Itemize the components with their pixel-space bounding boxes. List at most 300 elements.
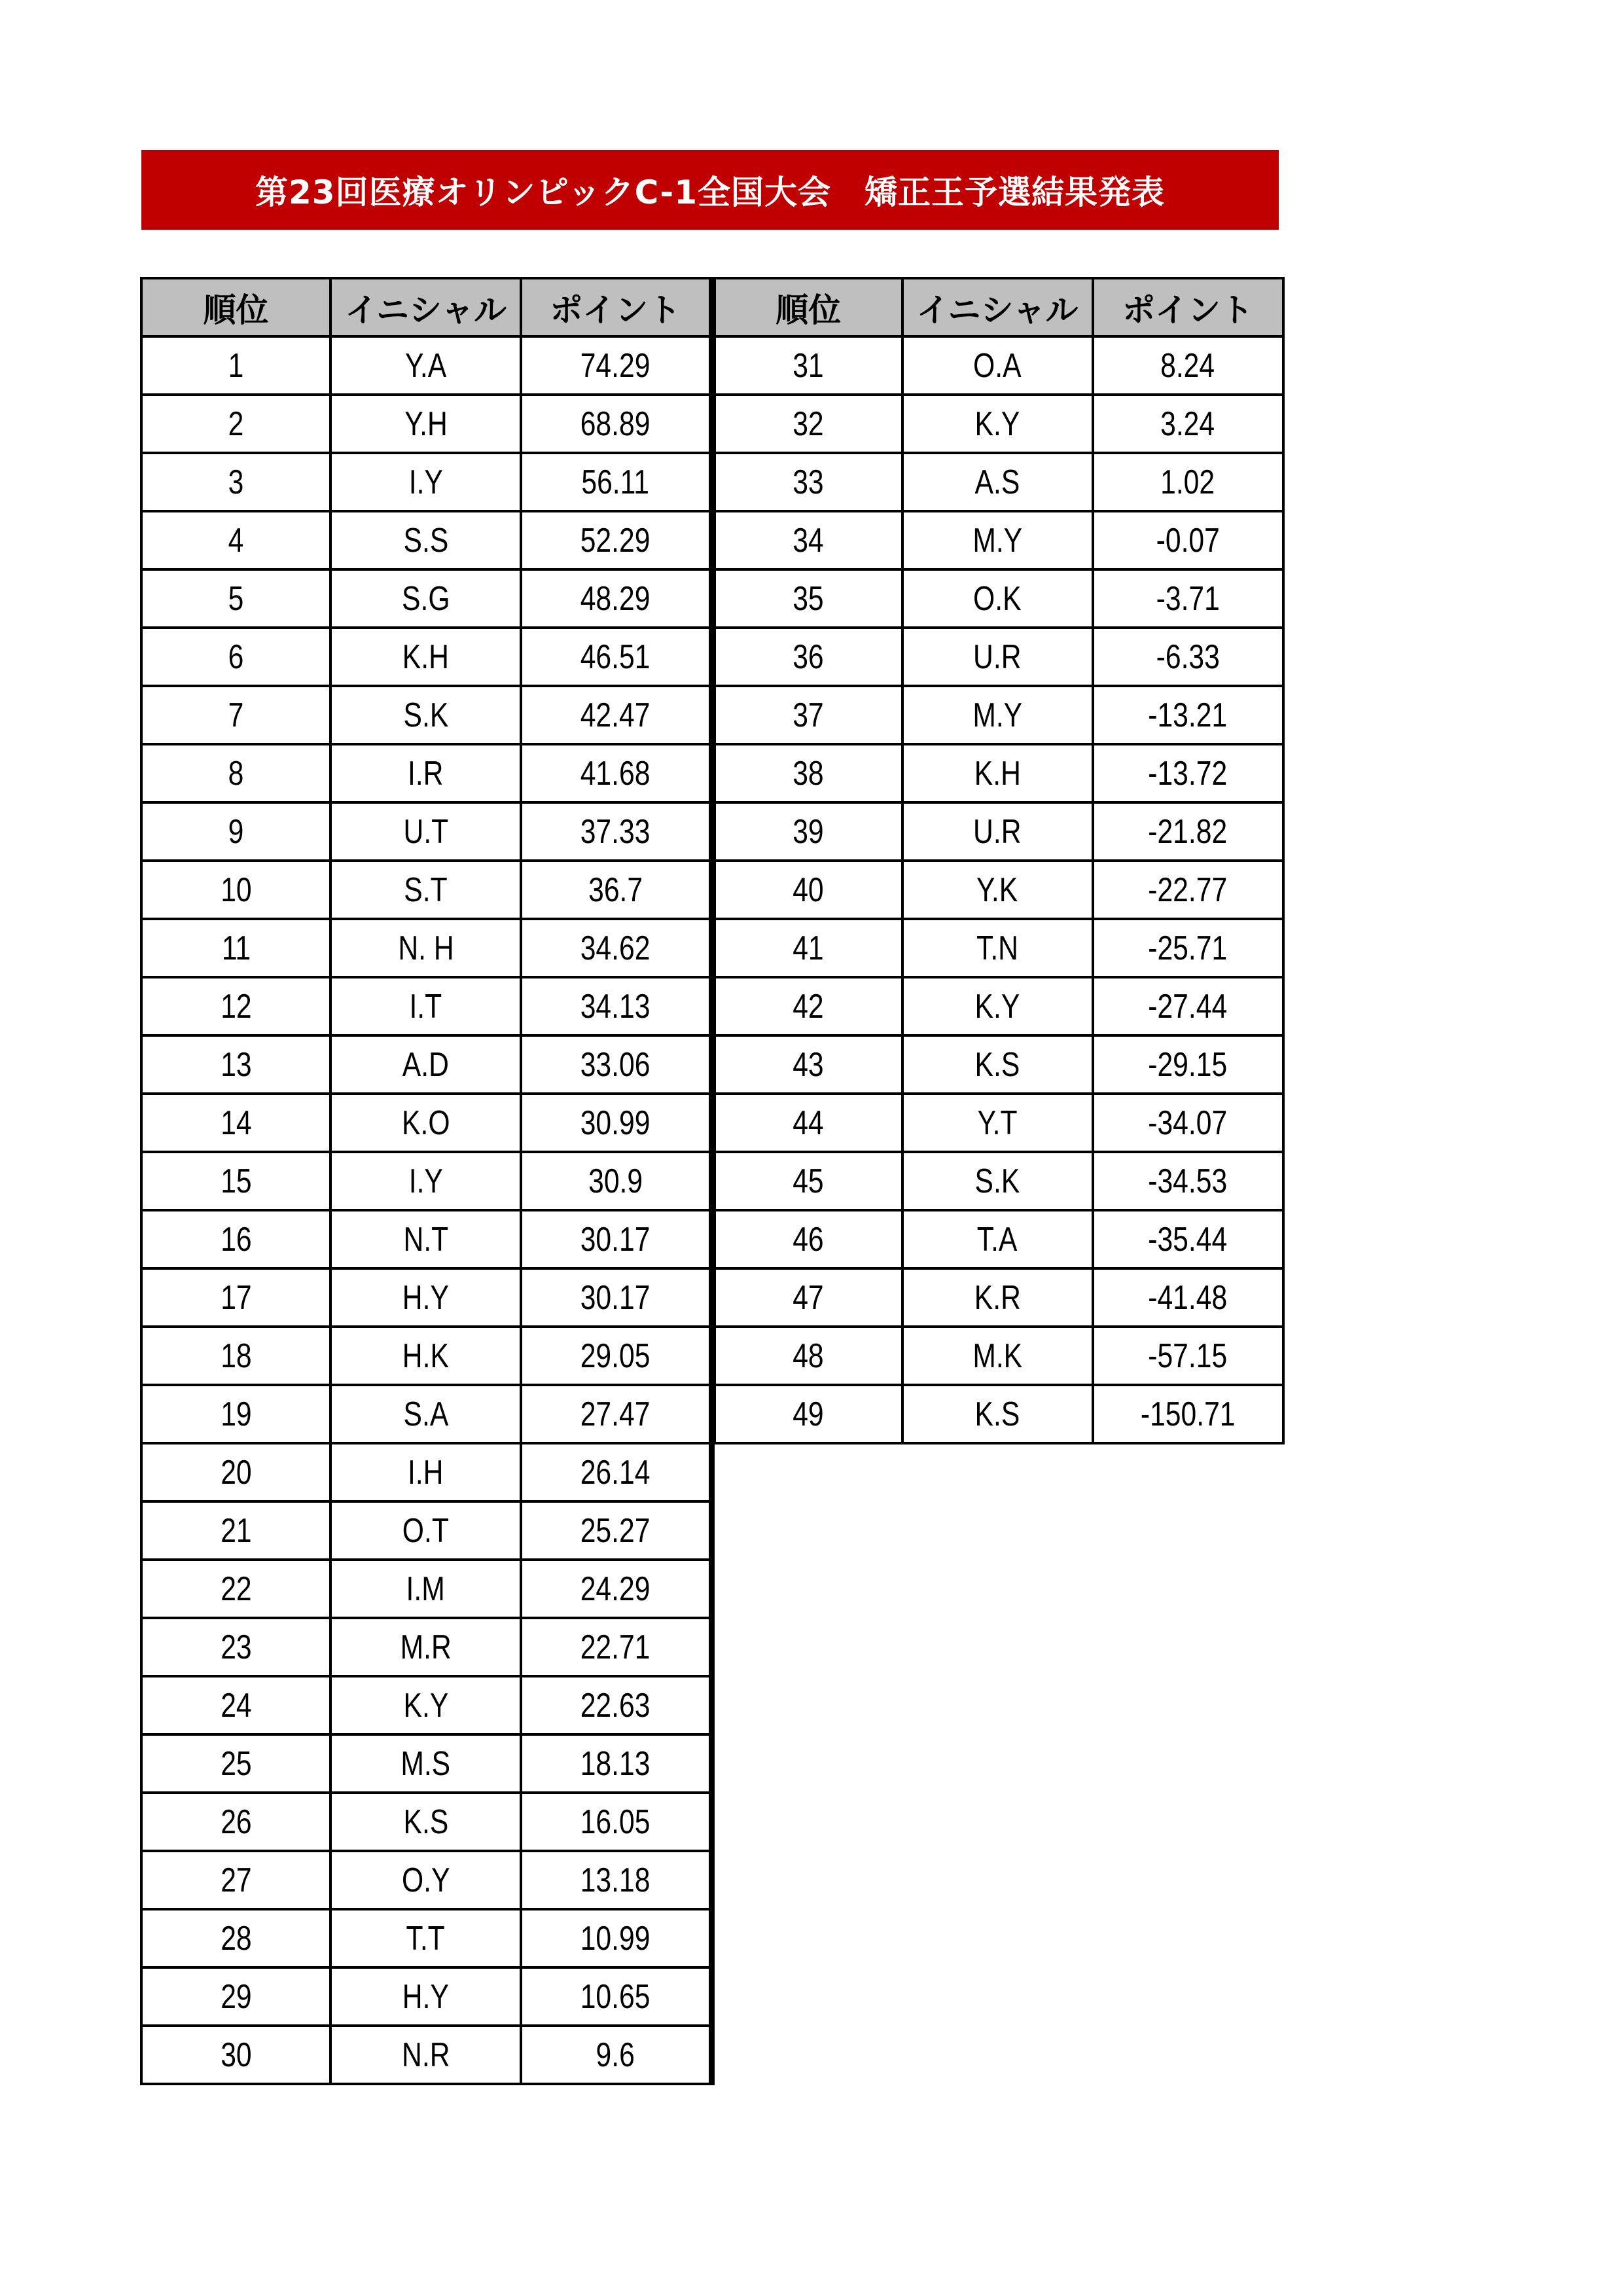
table-row <box>141 453 711 511</box>
table-row <box>713 511 1283 569</box>
rank-cell-text: 22 <box>220 1570 252 1608</box>
initials-cell-text: U.R <box>973 812 1022 851</box>
rank-cell-text: 28 <box>220 1919 252 1958</box>
initials-cell-text: S.K <box>403 696 448 734</box>
rank-cell-text: 30 <box>220 2036 252 2074</box>
initials-cell-text: T.N <box>976 929 1018 967</box>
points-cell-text: -150.71 <box>1140 1395 1236 1433</box>
points-cell <box>521 1210 711 1268</box>
points-cell <box>521 1909 711 1967</box>
table-row <box>713 1327 1283 1385</box>
points-cell <box>521 1851 711 1909</box>
rank-cell <box>141 1443 330 1501</box>
rank-cell-text: 21 <box>220 1511 252 1550</box>
points-cell-text: 9.6 <box>596 2036 635 2074</box>
points-cell <box>1093 395 1283 453</box>
table-row <box>713 861 1283 919</box>
initials-cell <box>902 1035 1093 1094</box>
points-cell-text: -25.71 <box>1148 929 1228 967</box>
initials-cell <box>330 919 521 977</box>
points-cell-text: 30.99 <box>580 1103 651 1142</box>
points-cell-text: 37.33 <box>580 812 651 851</box>
rank-cell-text: 35 <box>793 579 824 618</box>
points-cell <box>521 919 711 977</box>
initials-cell <box>330 628 521 686</box>
rank-cell <box>141 1851 330 1909</box>
initials-cell-text: T.T <box>406 1919 446 1958</box>
initials-cell <box>330 1734 521 1793</box>
rank-cell-text: 37 <box>793 696 824 734</box>
initials-cell-text: M.K <box>972 1336 1022 1375</box>
rank-cell <box>713 569 902 628</box>
table-row <box>713 977 1283 1035</box>
points-cell <box>521 453 711 511</box>
points-cell-text: 16.05 <box>580 1803 651 1841</box>
ranking-table-right-body <box>713 336 1283 1443</box>
points-cell <box>521 1501 711 1560</box>
initials-cell <box>330 569 521 628</box>
initials-cell <box>330 1210 521 1268</box>
initials-cell-text: S.S <box>403 521 448 560</box>
table-row <box>713 802 1283 861</box>
points-cell <box>521 1734 711 1793</box>
points-cell <box>521 1385 711 1443</box>
points-cell <box>1093 1035 1283 1094</box>
rank-cell <box>141 919 330 977</box>
initials-cell <box>902 861 1093 919</box>
points-cell-text: 46.51 <box>580 637 651 676</box>
points-cell-text: 42.47 <box>580 696 651 734</box>
initials-cell-text: I.H <box>408 1453 444 1492</box>
initials-cell <box>902 919 1093 977</box>
table-row <box>141 2026 711 2084</box>
initials-cell <box>330 1793 521 1851</box>
rank-cell <box>141 1967 330 2026</box>
rank-cell-text: 42 <box>793 987 824 1026</box>
points-cell <box>521 1035 711 1094</box>
initials-cell <box>330 1035 521 1094</box>
rank-cell-text: 48 <box>793 1336 824 1375</box>
initials-cell-text: I.M <box>406 1570 446 1608</box>
points-cell <box>521 1268 711 1327</box>
points-cell-text: 22.63 <box>580 1686 651 1725</box>
points-cell-text: 10.65 <box>580 1977 651 2016</box>
points-cell-text: 56.11 <box>581 463 650 501</box>
points-cell <box>521 2026 711 2084</box>
table-row <box>713 628 1283 686</box>
rank-cell <box>141 1793 330 1851</box>
rank-cell <box>141 861 330 919</box>
initials-cell-text: K.S <box>974 1045 1020 1084</box>
initials-cell <box>330 1501 521 1560</box>
points-cell <box>1093 453 1283 511</box>
points-cell <box>1093 744 1283 802</box>
rank-cell-text: 34 <box>793 521 824 560</box>
points-cell-text: 3.24 <box>1160 404 1215 443</box>
table-row <box>141 744 711 802</box>
table-row <box>141 395 711 453</box>
points-cell-text: -34.53 <box>1148 1162 1228 1200</box>
table-row <box>141 336 711 395</box>
rank-cell-text: 10 <box>220 870 252 909</box>
table-row <box>713 1268 1283 1327</box>
page-title: 第23回医療オリンピックC-1全国大会 矯正王予選結果発表 <box>255 173 1165 211</box>
table-row <box>141 1385 711 1443</box>
points-cell <box>521 511 711 569</box>
rank-cell-text: 44 <box>793 1103 824 1142</box>
rank-cell <box>713 336 902 395</box>
initials-cell <box>330 1676 521 1734</box>
rank-cell <box>141 686 330 744</box>
points-cell <box>521 1560 711 1618</box>
rank-cell-text: 14 <box>220 1103 252 1142</box>
rank-cell-text: 43 <box>793 1045 824 1084</box>
table-row <box>713 1035 1283 1094</box>
initials-cell-text: I.R <box>408 754 444 793</box>
header-points: ポイント <box>1093 278 1283 336</box>
rank-cell <box>141 1676 330 1734</box>
points-cell <box>521 569 711 628</box>
table-row <box>141 1327 711 1385</box>
points-cell-text: 1.02 <box>1160 463 1215 501</box>
rank-cell <box>713 628 902 686</box>
header-initials: イニシャル <box>902 278 1093 336</box>
table-row <box>141 1734 711 1793</box>
initials-cell-text: M.Y <box>972 521 1022 560</box>
points-cell-text: 30.17 <box>580 1278 651 1317</box>
rank-cell-text: 3 <box>228 463 244 501</box>
table-row <box>713 336 1283 395</box>
initials-cell <box>902 336 1093 395</box>
rank-cell-text: 29 <box>220 1977 252 2016</box>
points-cell <box>521 395 711 453</box>
rank-cell-text: 11 <box>221 929 251 967</box>
rank-cell <box>713 977 902 1035</box>
initials-cell <box>902 686 1093 744</box>
points-cell-text: 30.9 <box>588 1162 643 1200</box>
rank-cell <box>713 511 902 569</box>
initials-cell-text: Y.T <box>977 1103 1018 1142</box>
rank-cell <box>713 919 902 977</box>
rank-cell-text: 38 <box>793 754 824 793</box>
initials-cell-text: K.Y <box>403 1686 448 1725</box>
points-cell <box>1093 336 1283 395</box>
initials-cell-text: Y.A <box>404 346 447 385</box>
rank-cell-text: 2 <box>228 404 244 443</box>
table-row <box>141 1676 711 1734</box>
points-cell-text: 13.18 <box>580 1861 651 1899</box>
rank-cell <box>141 1385 330 1443</box>
table-row <box>713 744 1283 802</box>
initials-cell-text: S.K <box>974 1162 1020 1200</box>
rank-cell <box>141 1501 330 1560</box>
rank-cell <box>141 1094 330 1152</box>
initials-cell-text: U.T <box>403 812 448 851</box>
points-cell <box>1093 686 1283 744</box>
rank-cell-text: 49 <box>793 1395 824 1433</box>
points-cell-text: 22.71 <box>580 1628 651 1666</box>
rank-cell <box>141 977 330 1035</box>
initials-cell <box>902 628 1093 686</box>
table-row <box>141 1501 711 1560</box>
rank-cell <box>713 861 902 919</box>
points-cell-text: 30.17 <box>580 1220 651 1259</box>
initials-cell <box>330 1909 521 1967</box>
initials-cell-text: K.S <box>974 1395 1020 1433</box>
points-cell-text: 36.7 <box>588 870 643 909</box>
points-cell-text: 8.24 <box>1160 346 1215 385</box>
rank-cell <box>713 1152 902 1210</box>
rank-cell-text: 32 <box>793 404 824 443</box>
initials-cell-text: H.Y <box>402 1977 450 2016</box>
rank-cell-text: 39 <box>793 812 824 851</box>
rank-cell-text: 1 <box>228 346 244 385</box>
initials-cell <box>330 1560 521 1618</box>
points-cell <box>521 628 711 686</box>
points-cell-text: -6.33 <box>1156 637 1220 676</box>
points-cell <box>1093 802 1283 861</box>
rank-cell <box>141 1152 330 1210</box>
initials-cell <box>330 453 521 511</box>
initials-cell <box>330 395 521 453</box>
initials-cell <box>330 977 521 1035</box>
rank-cell-text: 24 <box>220 1686 252 1725</box>
points-cell <box>521 336 711 395</box>
points-cell-text: 24.29 <box>580 1570 651 1608</box>
table-row <box>713 686 1283 744</box>
points-cell-text: 26.14 <box>580 1453 651 1492</box>
initials-cell-text: Y.H <box>404 404 448 443</box>
initials-cell-text: U.R <box>973 637 1022 676</box>
rank-cell <box>141 802 330 861</box>
rank-cell <box>713 1035 902 1094</box>
initials-cell-text: I.Y <box>408 463 443 501</box>
rank-cell <box>141 336 330 395</box>
initials-cell-text: N.R <box>401 2036 450 2074</box>
points-cell-text: 27.47 <box>580 1395 651 1433</box>
rank-cell-text: 40 <box>793 870 824 909</box>
rank-cell <box>713 1385 902 1443</box>
rank-cell-text: 41 <box>793 929 824 967</box>
rank-cell-text: 13 <box>220 1045 252 1084</box>
rank-cell <box>713 1094 902 1152</box>
initials-cell <box>330 511 521 569</box>
rank-cell-text: 19 <box>220 1395 252 1433</box>
initials-cell-text: S.G <box>401 579 450 618</box>
initials-cell-text: K.H <box>402 637 450 676</box>
rank-cell-text: 27 <box>220 1861 252 1899</box>
rank-cell <box>713 453 902 511</box>
initials-cell-text: S.A <box>403 1395 448 1433</box>
initials-cell <box>330 686 521 744</box>
points-cell-text: 34.13 <box>580 987 651 1026</box>
rank-cell <box>713 802 902 861</box>
rank-cell-text: 33 <box>793 463 824 501</box>
initials-cell-text: I.T <box>409 987 442 1026</box>
points-cell <box>521 1793 711 1851</box>
header-initials: イニシャル <box>330 278 521 336</box>
rank-cell <box>141 1734 330 1793</box>
points-cell <box>1093 977 1283 1035</box>
table-row <box>141 1851 711 1909</box>
points-cell-text: -21.82 <box>1148 812 1228 851</box>
initials-cell <box>330 1152 521 1210</box>
initials-cell <box>330 2026 521 2084</box>
points-cell <box>521 686 711 744</box>
rank-cell-text: 47 <box>793 1278 824 1317</box>
points-cell <box>521 744 711 802</box>
rank-cell <box>141 1268 330 1327</box>
initials-cell <box>902 453 1093 511</box>
initials-cell-text: N. H <box>397 929 454 967</box>
rank-cell-text: 5 <box>228 579 244 618</box>
points-cell-text: -3.71 <box>1156 579 1220 618</box>
table-row <box>713 919 1283 977</box>
points-cell <box>521 1152 711 1210</box>
initials-cell <box>902 569 1093 628</box>
points-cell-text: 10.99 <box>580 1919 651 1958</box>
rank-cell-text: 46 <box>793 1220 824 1259</box>
points-cell-text: 33.06 <box>580 1045 651 1084</box>
table-row <box>713 395 1283 453</box>
table-row <box>713 1210 1283 1268</box>
initials-cell-text: K.H <box>974 754 1021 793</box>
table-row <box>141 1967 711 2026</box>
points-cell-text: 41.68 <box>580 754 651 793</box>
rank-cell <box>713 744 902 802</box>
table-row <box>141 1035 711 1094</box>
rank-cell <box>141 569 330 628</box>
rank-cell-text: 45 <box>793 1162 824 1200</box>
points-cell <box>1093 1094 1283 1152</box>
initials-cell-text: O.A <box>973 346 1022 385</box>
points-cell <box>1093 919 1283 977</box>
rank-cell-text: 20 <box>220 1453 252 1492</box>
table-row <box>141 1793 711 1851</box>
points-cell <box>521 861 711 919</box>
initials-cell-text: I.Y <box>408 1162 443 1200</box>
points-cell <box>1093 569 1283 628</box>
points-cell <box>521 1676 711 1734</box>
initials-cell-text: Y.K <box>976 870 1018 909</box>
rank-cell-text: 15 <box>220 1162 252 1200</box>
initials-cell <box>330 1094 521 1152</box>
table-row <box>713 1094 1283 1152</box>
points-cell <box>521 1618 711 1676</box>
rank-cell <box>141 1327 330 1385</box>
points-cell-text: -35.44 <box>1148 1220 1228 1259</box>
initials-cell-text: M.S <box>401 1744 451 1783</box>
table-row <box>141 511 711 569</box>
points-cell-text: -13.21 <box>1148 696 1228 734</box>
points-cell <box>1093 1385 1283 1443</box>
points-cell-text: 25.27 <box>580 1511 651 1550</box>
ranking-table-left <box>140 277 715 2085</box>
table-row <box>141 1909 711 1967</box>
initials-cell-text: H.K <box>402 1336 450 1375</box>
table-row <box>713 453 1283 511</box>
initials-cell <box>330 1851 521 1909</box>
points-cell-text: 29.05 <box>580 1336 651 1375</box>
initials-cell <box>330 1327 521 1385</box>
initials-cell-text: N.T <box>403 1220 448 1259</box>
table-row <box>141 628 711 686</box>
initials-cell-text: O.T <box>402 1511 450 1550</box>
initials-cell <box>902 1210 1093 1268</box>
initials-cell <box>330 1385 521 1443</box>
points-cell <box>1093 1327 1283 1385</box>
initials-cell-text: K.Y <box>974 987 1020 1026</box>
rank-cell <box>141 1618 330 1676</box>
initials-cell <box>902 744 1093 802</box>
rank-cell <box>141 453 330 511</box>
initials-cell <box>330 744 521 802</box>
points-cell-text: -0.07 <box>1156 521 1220 560</box>
rank-cell-text: 17 <box>220 1278 252 1317</box>
initials-cell <box>330 1268 521 1327</box>
rank-cell-text: 9 <box>228 812 244 851</box>
table-row <box>141 569 711 628</box>
points-cell-text: 68.89 <box>580 404 651 443</box>
rank-cell <box>713 1210 902 1268</box>
rank-cell <box>713 395 902 453</box>
initials-cell-text: A.S <box>974 463 1020 501</box>
initials-cell <box>902 1094 1093 1152</box>
initials-cell-text: M.Y <box>972 696 1022 734</box>
rank-cell-text: 26 <box>220 1803 252 1841</box>
points-cell-text: -27.44 <box>1148 987 1228 1026</box>
rank-cell <box>141 744 330 802</box>
points-cell-text: 74.29 <box>580 346 651 385</box>
table-row <box>141 1560 711 1618</box>
rank-cell <box>141 1909 330 1967</box>
points-cell-text: -41.48 <box>1148 1278 1228 1317</box>
rank-cell-text: 8 <box>228 754 244 793</box>
table-row <box>713 1385 1283 1443</box>
initials-cell <box>330 1443 521 1501</box>
initials-cell <box>902 1327 1093 1385</box>
points-cell <box>1093 511 1283 569</box>
ranking-table-right <box>710 277 1285 1444</box>
rank-cell <box>141 2026 330 2084</box>
points-cell-text: -13.72 <box>1148 754 1228 793</box>
points-cell <box>521 1443 711 1501</box>
points-cell <box>521 977 711 1035</box>
rank-cell <box>141 628 330 686</box>
initials-cell <box>902 395 1093 453</box>
table-row <box>141 1210 711 1268</box>
table-row <box>141 977 711 1035</box>
initials-cell-text: M.R <box>400 1628 452 1666</box>
initials-cell <box>902 977 1093 1035</box>
rank-cell <box>713 1327 902 1385</box>
initials-cell-text: K.O <box>401 1103 450 1142</box>
points-cell <box>1093 1268 1283 1327</box>
rank-cell <box>141 1560 330 1618</box>
points-cell <box>521 1327 711 1385</box>
rank-cell-text: 18 <box>220 1336 252 1375</box>
initials-cell <box>902 511 1093 569</box>
table-row <box>141 1094 711 1152</box>
initials-cell-text: H.Y <box>402 1278 450 1317</box>
rank-cell-text: 16 <box>220 1220 252 1259</box>
initials-cell <box>330 1967 521 2026</box>
initials-cell <box>902 1385 1093 1443</box>
points-cell-text: -29.15 <box>1148 1045 1228 1084</box>
initials-cell <box>902 1268 1093 1327</box>
initials-cell-text: K.S <box>403 1803 448 1841</box>
initials-cell <box>330 336 521 395</box>
